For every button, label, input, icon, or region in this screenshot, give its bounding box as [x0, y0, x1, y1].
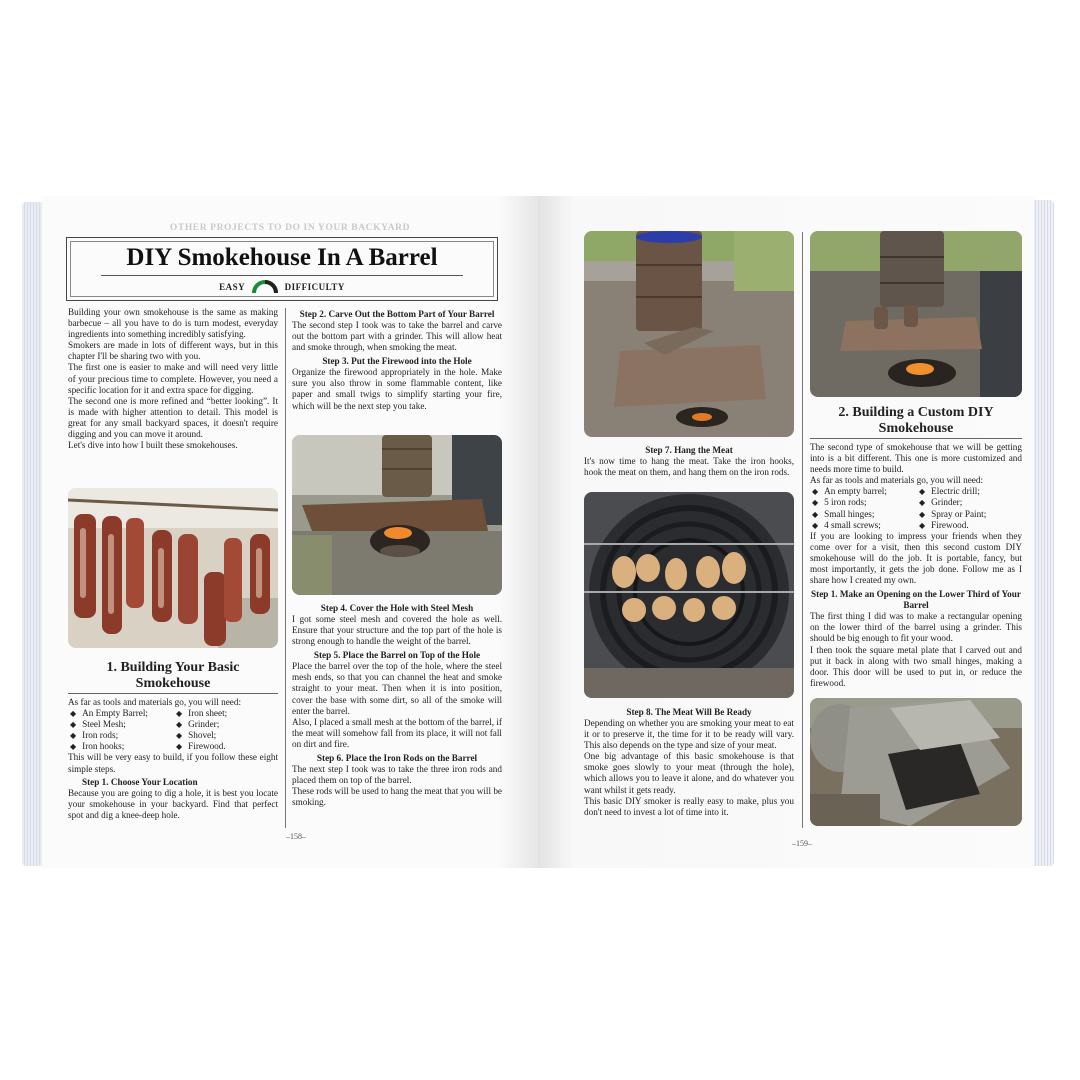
- page-edges-right: [1032, 200, 1054, 866]
- step-1-text: Because you are going to dig a hole, it is best you locate your smokehouse in your backyard. Find that perfect spot and dig a knee-deep hole.: [68, 787, 278, 820]
- tools-intro: As far as tools and materials go, you will need:: [68, 697, 241, 707]
- step-1-custom-text: I then took the square metal plate that I carved out and put it back in along with two small hinges, making a door. This door will be used to put in, or reduce the firewood.: [810, 644, 1022, 688]
- step-1-heading: Step 1. Choose Your Location: [82, 776, 198, 787]
- right-page: [538, 196, 1034, 868]
- section-2-title: 2. Building a Custom DIY Smokehouse: [810, 405, 1022, 439]
- photo-barrel-on-ground: [584, 231, 794, 437]
- section-2-text: If you are looking to impress your friends when they come over for a visit, then this second custom DIY smokehouse will do the job. It is portable, fancy, but most importantly, it gets the job done. Follow me as I share how I created my own.: [810, 530, 1022, 586]
- tools-intro: As far as tools and materials go, you will need:: [810, 475, 983, 486]
- page-number: –158–: [286, 832, 306, 841]
- list-item: ◆ Grinder;: [919, 497, 963, 508]
- photo-meat-inside-barrel: [584, 492, 794, 698]
- column-separator: [285, 308, 286, 828]
- step-5-text: Also, I placed a small mesh at the bottom of the barrel, if the meat will somehow fall from its place, it will not fall on dirt and fire.: [292, 716, 502, 749]
- running-head: OTHER PROJECTS TO DO IN YOUR BACKYARD: [169, 223, 411, 233]
- left-page-column-2: [292, 306, 502, 412]
- list-item: ◆ Firewood.: [919, 519, 969, 530]
- right-page-column-1-lower: [584, 704, 794, 818]
- difficulty-label: DIFFICULTY: [284, 282, 345, 292]
- photo-hanging-meat: [68, 488, 278, 648]
- list-item: ◆ An empty barrel;: [812, 486, 887, 497]
- tools-list: [812, 486, 1022, 530]
- step-8-text: One big advantage of this basic smokehouse is that smoke goes slowly to your meat (through the hole), which allows you to leave it alone, and do whatever you want whilst it gets ready.: [584, 751, 794, 795]
- difficulty-gauge-icon: [252, 280, 278, 294]
- column-separator: [802, 232, 803, 828]
- section-1-title: 1. Building Your Basic Smokehouse: [68, 660, 278, 694]
- step-4-heading: Step 4. Cover the Hole with Steel Mesh: [320, 603, 474, 613]
- photo-barrel-door-opening: [810, 698, 1022, 826]
- right-page-column-1: [584, 442, 794, 478]
- step-7-text: It's now time to hang the meat. Take the iron hooks, hook the meat on them, and hang them on the iron rods.: [584, 456, 794, 478]
- step-6-text: The next step I took was to take the three iron rods and placed them on top of the barrel.: [292, 764, 502, 786]
- list-item: ◆ An Empty Barrel;: [70, 708, 148, 719]
- left-page-column-1: [68, 307, 278, 451]
- intro-paragraph: The second one is more refined and “better looking”. It is made with higher attention to detail. This model is great for any small backyard spaces, it doesn't require digging and you can move it around.: [68, 395, 278, 440]
- left-page: [42, 196, 538, 868]
- list-item: ◆ Grinder;: [176, 719, 220, 730]
- step-7-heading: Step 7. Hang the Meat: [645, 445, 733, 455]
- section-2-intro: The second type of smokehouse that we will be getting into is a bit different. This one is more customized and needs more time to build.: [810, 442, 1022, 475]
- photo-barrel-over-hole: [292, 435, 502, 595]
- intro-paragraph: Building your own smokehouse is the same as making barbecue – all you have to do is turn modest, everyday ingredients into something incredibly satisfying.: [68, 307, 278, 340]
- list-item: ◆ Small hinges;: [812, 508, 875, 519]
- list-item: ◆ Iron rods;: [70, 730, 119, 741]
- list-item: ◆ Electric drill;: [919, 486, 980, 497]
- list-item: ◆ 5 iron rods;: [812, 497, 867, 508]
- step-1-custom-text: The first thing I did was to make a rectangular opening on the lower third of the barrel using a grinder. This should be big enough to fit your wood.: [810, 611, 1022, 644]
- step-1-custom-heading: Step 1. Make an Opening on the Lower Third of Your Barrel: [811, 589, 1021, 611]
- step-6-text: These rods will be used to hang the meat that you will be smoking.: [292, 786, 502, 808]
- step-8-heading: Step 8. The Meat Will Be Ready: [626, 707, 752, 717]
- step-3-text: Organize the firewood appropriately in the hole. Make sure you also throw in some flammable content, like paper and small twigs to simplify starting your fire, which will be the next step you take.: [292, 367, 502, 411]
- title-rule: [101, 275, 463, 276]
- step-8-text: This basic DIY smoker is really easy to make, plus you don't need to invest a lot of time into it.: [584, 795, 794, 817]
- right-page-column-2: [810, 399, 1022, 689]
- difficulty-easy: EASY: [219, 282, 246, 292]
- step-6-heading: Step 6. Place the Iron Rods on the Barrel: [316, 753, 478, 764]
- list-item: ◆ 4 small screws;: [812, 519, 881, 530]
- intro-paragraph: Let's dive into how I built these smokehouses.: [68, 440, 238, 451]
- intro-paragraph: The first one is easier to make and will need very little of your precious time to complete. However, you need a specific location for it and extra space for digging.: [68, 362, 278, 395]
- list-item: ◆ Firewood.: [176, 741, 226, 752]
- step-8-text: Depending on whether you are smoking your meat to eat it or to preserve it, the time for it to be ready will vary. This also depends on the type and size of your meat.: [584, 718, 794, 751]
- list-item: ◆ Shovel;: [176, 730, 217, 741]
- left-page-column-1-lower: [68, 654, 278, 821]
- page-title: DIY Smokehouse In A Barrel: [126, 244, 438, 271]
- list-item: ◆ Iron hooks;: [70, 741, 125, 752]
- left-page-column-2-lower: [292, 600, 502, 808]
- list-item: ◆ Spray or Paint;: [919, 508, 987, 519]
- tools-list: [70, 708, 278, 752]
- step-5-heading: Step 5. Place the Barrel on Top of the Hole: [313, 650, 481, 661]
- photo-custom-barrel-fire: [810, 231, 1022, 397]
- list-item: ◆ Iron sheet;: [176, 708, 228, 719]
- list-item: ◆ Steel Mesh;: [70, 719, 126, 730]
- page-number: –159–: [792, 839, 812, 848]
- step-4-text: I got some steel mesh and covered the hole as well. Ensure that your structure and the top part of the hole is strong enough to handle the weight of the barrel.: [292, 614, 502, 647]
- open-book: [22, 196, 1054, 868]
- intro-paragraph: Smokers are made in lots of different ways, but in this chapter I'll be sharing two with you.: [68, 340, 278, 362]
- tools-outro: This will be very easy to build, if you follow these eight simple steps.: [68, 752, 278, 774]
- page-edges-left: [22, 202, 44, 866]
- step-2-text: The second step I took was to take the barrel and carve out the bottom part with a grinder. This will allow heat and smoke through, when smoking the meat.: [292, 320, 502, 353]
- difficulty-indicator: [67, 280, 497, 294]
- title-frame: [66, 237, 498, 301]
- step-2-heading: Step 2. Carve Out the Bottom Part of Your Barrel: [299, 309, 495, 319]
- step-3-heading: Step 3. Put the Firewood into the Hole: [322, 356, 472, 367]
- step-5-text: Place the barrel over the top of the hole, where the steel mesh ends, so that you can channel the heat and smoke straight to your meat. Then when it is into position, cover the base with some dirt, so all of the smoke will enter the barrel.: [292, 661, 502, 716]
